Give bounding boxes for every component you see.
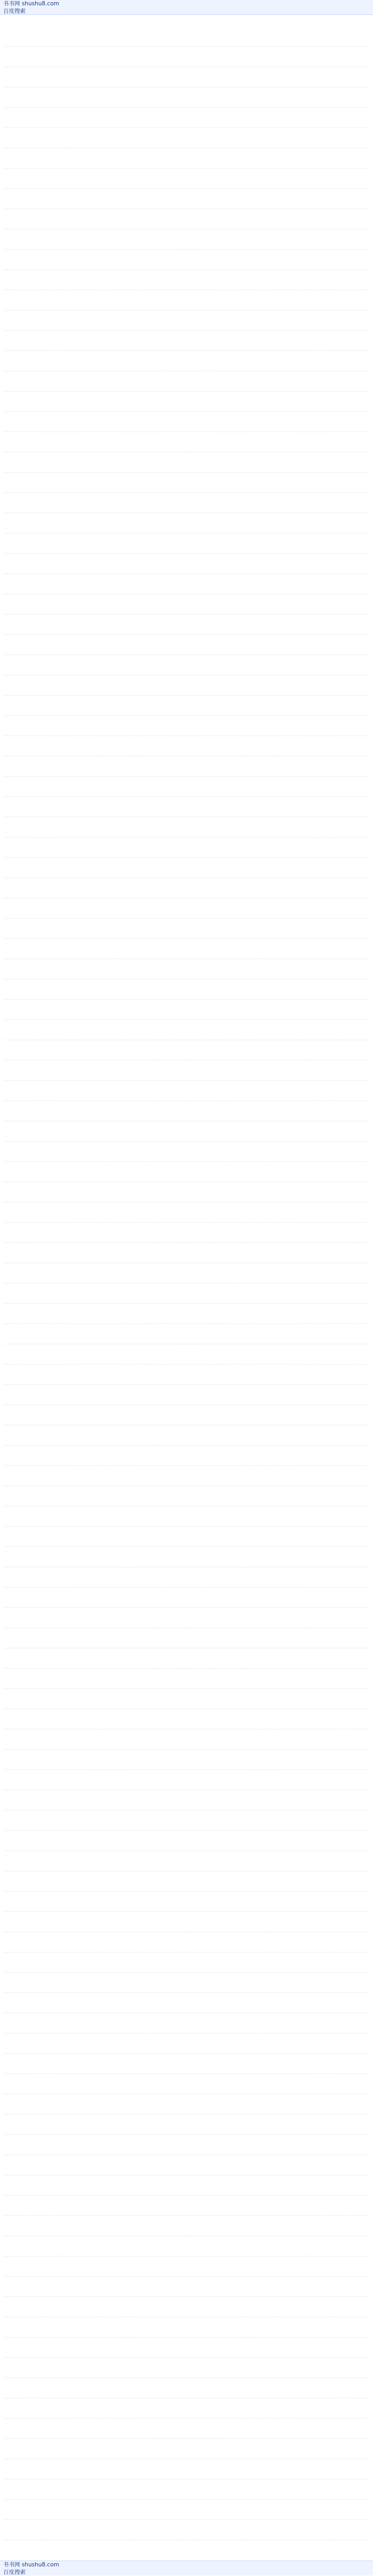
narration-paragraph bbox=[4, 1304, 369, 1324]
narration-paragraph bbox=[4, 1770, 369, 1790]
narration-paragraph bbox=[4, 250, 369, 270]
top-banner-line-1[interactable]: 书书网 shushu8.com bbox=[3, 1, 59, 7]
dialogue-paragraph bbox=[4, 412, 369, 432]
bottom-banner-line-2[interactable]: 百度搜索 bbox=[3, 2569, 26, 2575]
narration-paragraph bbox=[4, 1202, 369, 1223]
dialogue-paragraph bbox=[4, 1223, 369, 1243]
bottom-banner[interactable] bbox=[0, 2561, 373, 2575]
dialogue-paragraph bbox=[4, 270, 369, 290]
narration-paragraph bbox=[4, 2013, 369, 2033]
narration-paragraph bbox=[4, 635, 369, 655]
dialogue-paragraph bbox=[4, 574, 369, 594]
dialogue-paragraph bbox=[4, 27, 369, 47]
narration-paragraph bbox=[4, 1831, 369, 1851]
narration-paragraph bbox=[4, 209, 369, 229]
narration-paragraph bbox=[4, 817, 369, 838]
narration-paragraph bbox=[4, 2074, 369, 2094]
narration-paragraph bbox=[4, 1020, 369, 1040]
dialogue-paragraph bbox=[4, 1669, 369, 1689]
narration-paragraph bbox=[4, 2317, 369, 2338]
dialogue-paragraph bbox=[4, 655, 369, 675]
dialogue-paragraph bbox=[4, 756, 369, 777]
dialogue-paragraph bbox=[4, 189, 369, 209]
bottom-banner-line-1[interactable]: 书书网 shushu8.com bbox=[3, 2562, 59, 2568]
narration-paragraph bbox=[4, 432, 369, 452]
narration-paragraph bbox=[4, 1040, 369, 1060]
narration-paragraph bbox=[4, 1182, 369, 1202]
narration-paragraph bbox=[4, 2479, 369, 2500]
narration-paragraph bbox=[4, 1527, 369, 1547]
narration-paragraph bbox=[4, 1142, 369, 1162]
narration-paragraph bbox=[4, 1952, 369, 1973]
dialogue-paragraph bbox=[4, 2520, 369, 2540]
narration-paragraph bbox=[4, 878, 369, 898]
narration-paragraph bbox=[4, 108, 369, 128]
narration-paragraph bbox=[4, 777, 369, 797]
chapter-text bbox=[4, 27, 369, 2557]
narration-paragraph bbox=[4, 1871, 369, 1892]
dialogue-paragraph bbox=[4, 2094, 369, 2115]
narration-paragraph bbox=[4, 1243, 369, 1263]
narration-paragraph bbox=[4, 1811, 369, 1831]
dialogue-paragraph bbox=[4, 452, 369, 473]
dialogue-paragraph bbox=[4, 2398, 369, 2419]
dialogue-paragraph bbox=[4, 1973, 369, 1993]
dialogue-paragraph bbox=[4, 2277, 369, 2297]
dialogue-paragraph bbox=[4, 1263, 369, 1283]
narration-paragraph bbox=[4, 2439, 369, 2459]
dialogue-paragraph bbox=[4, 2155, 369, 2175]
narration-paragraph bbox=[4, 47, 369, 67]
narration-paragraph bbox=[4, 1628, 369, 1648]
dialogue-paragraph bbox=[4, 1486, 369, 1506]
narration-paragraph bbox=[4, 1750, 369, 1770]
narration-paragraph bbox=[4, 2196, 369, 2216]
narration-paragraph bbox=[4, 1506, 369, 1527]
narration-paragraph bbox=[4, 493, 369, 513]
dialogue-paragraph bbox=[4, 858, 369, 878]
narration-paragraph bbox=[4, 979, 369, 1000]
dialogue-paragraph bbox=[4, 87, 369, 108]
dialogue-paragraph bbox=[4, 1851, 369, 1871]
narration-paragraph bbox=[4, 898, 369, 919]
narration-paragraph bbox=[4, 310, 369, 331]
narration-paragraph bbox=[4, 1648, 369, 1669]
narration-paragraph bbox=[4, 2378, 369, 2398]
dialogue-paragraph bbox=[4, 229, 369, 250]
narration-paragraph bbox=[4, 1588, 369, 1608]
dialogue-paragraph bbox=[4, 473, 369, 493]
narration-paragraph bbox=[4, 2135, 369, 2155]
dialogue-paragraph bbox=[4, 2033, 369, 2054]
narration-paragraph bbox=[4, 1121, 369, 1142]
narration-paragraph bbox=[4, 594, 369, 615]
narration-paragraph bbox=[4, 1892, 369, 1912]
dialogue-paragraph bbox=[4, 2216, 369, 2236]
dialogue-paragraph bbox=[4, 1324, 369, 1344]
top-banner[interactable] bbox=[0, 0, 373, 15]
dialogue-paragraph bbox=[4, 1547, 369, 1567]
dialogue-paragraph bbox=[4, 1060, 369, 1081]
narration-paragraph bbox=[4, 554, 369, 574]
promo-line bbox=[0, 16, 373, 25]
dialogue-paragraph bbox=[4, 1912, 369, 1932]
dialogue-paragraph bbox=[4, 959, 369, 979]
dialogue-paragraph bbox=[4, 1000, 369, 1020]
narration-paragraph bbox=[4, 392, 369, 412]
dialogue-paragraph bbox=[4, 148, 369, 169]
dialogue-paragraph bbox=[4, 919, 369, 939]
narration-paragraph bbox=[4, 1446, 369, 1466]
narration-paragraph bbox=[4, 2236, 369, 2256]
narration-paragraph bbox=[4, 331, 369, 351]
dialogue-paragraph bbox=[4, 2459, 369, 2479]
dialogue-paragraph bbox=[4, 797, 369, 817]
narration-paragraph bbox=[4, 1567, 369, 1588]
dialogue-paragraph bbox=[4, 351, 369, 371]
narration-paragraph bbox=[4, 2500, 369, 2520]
dialogue-paragraph bbox=[4, 1425, 369, 1446]
dialogue-paragraph bbox=[4, 615, 369, 635]
narration-paragraph bbox=[4, 2115, 369, 2135]
narration-paragraph bbox=[4, 1283, 369, 1304]
narration-paragraph bbox=[4, 1385, 369, 1405]
dialogue-paragraph bbox=[4, 1365, 369, 1385]
narration-paragraph bbox=[4, 533, 369, 554]
dialogue-paragraph bbox=[4, 2338, 369, 2358]
narration-paragraph bbox=[4, 838, 369, 858]
narration-paragraph bbox=[4, 2175, 369, 2196]
narration-paragraph bbox=[4, 169, 369, 189]
narration-paragraph bbox=[4, 716, 369, 736]
dialogue-paragraph bbox=[4, 1101, 369, 1121]
narration-paragraph bbox=[4, 1689, 369, 1709]
dialogue-paragraph bbox=[4, 1162, 369, 1182]
narration-paragraph bbox=[4, 2054, 369, 2074]
narration-paragraph bbox=[4, 67, 369, 87]
narration-paragraph bbox=[4, 1993, 369, 2013]
dialogue-paragraph bbox=[4, 513, 369, 533]
narration-paragraph bbox=[4, 1932, 369, 1952]
dialogue-paragraph bbox=[4, 1608, 369, 1628]
dialogue-paragraph bbox=[4, 290, 369, 310]
narration-paragraph bbox=[4, 128, 369, 148]
dialogue-paragraph bbox=[4, 696, 369, 716]
narration-paragraph bbox=[4, 939, 369, 959]
narration-paragraph bbox=[4, 2256, 369, 2277]
narration-paragraph bbox=[4, 2297, 369, 2317]
narration-paragraph bbox=[4, 1405, 369, 1425]
narration-paragraph bbox=[4, 736, 369, 756]
dialogue-paragraph bbox=[4, 1729, 369, 1750]
narration-paragraph bbox=[4, 2358, 369, 2378]
narration-paragraph bbox=[4, 1081, 369, 1101]
narration-paragraph bbox=[4, 2419, 369, 2439]
narration-paragraph bbox=[4, 1344, 369, 1365]
narration-paragraph bbox=[4, 371, 369, 392]
narration-paragraph bbox=[4, 2540, 369, 2557]
narration-paragraph bbox=[4, 1466, 369, 1486]
top-banner-line-2[interactable]: 百度搜索 bbox=[3, 8, 26, 14]
dialogue-paragraph bbox=[4, 1790, 369, 1811]
narration-paragraph bbox=[4, 675, 369, 696]
narration-paragraph bbox=[4, 1709, 369, 1729]
